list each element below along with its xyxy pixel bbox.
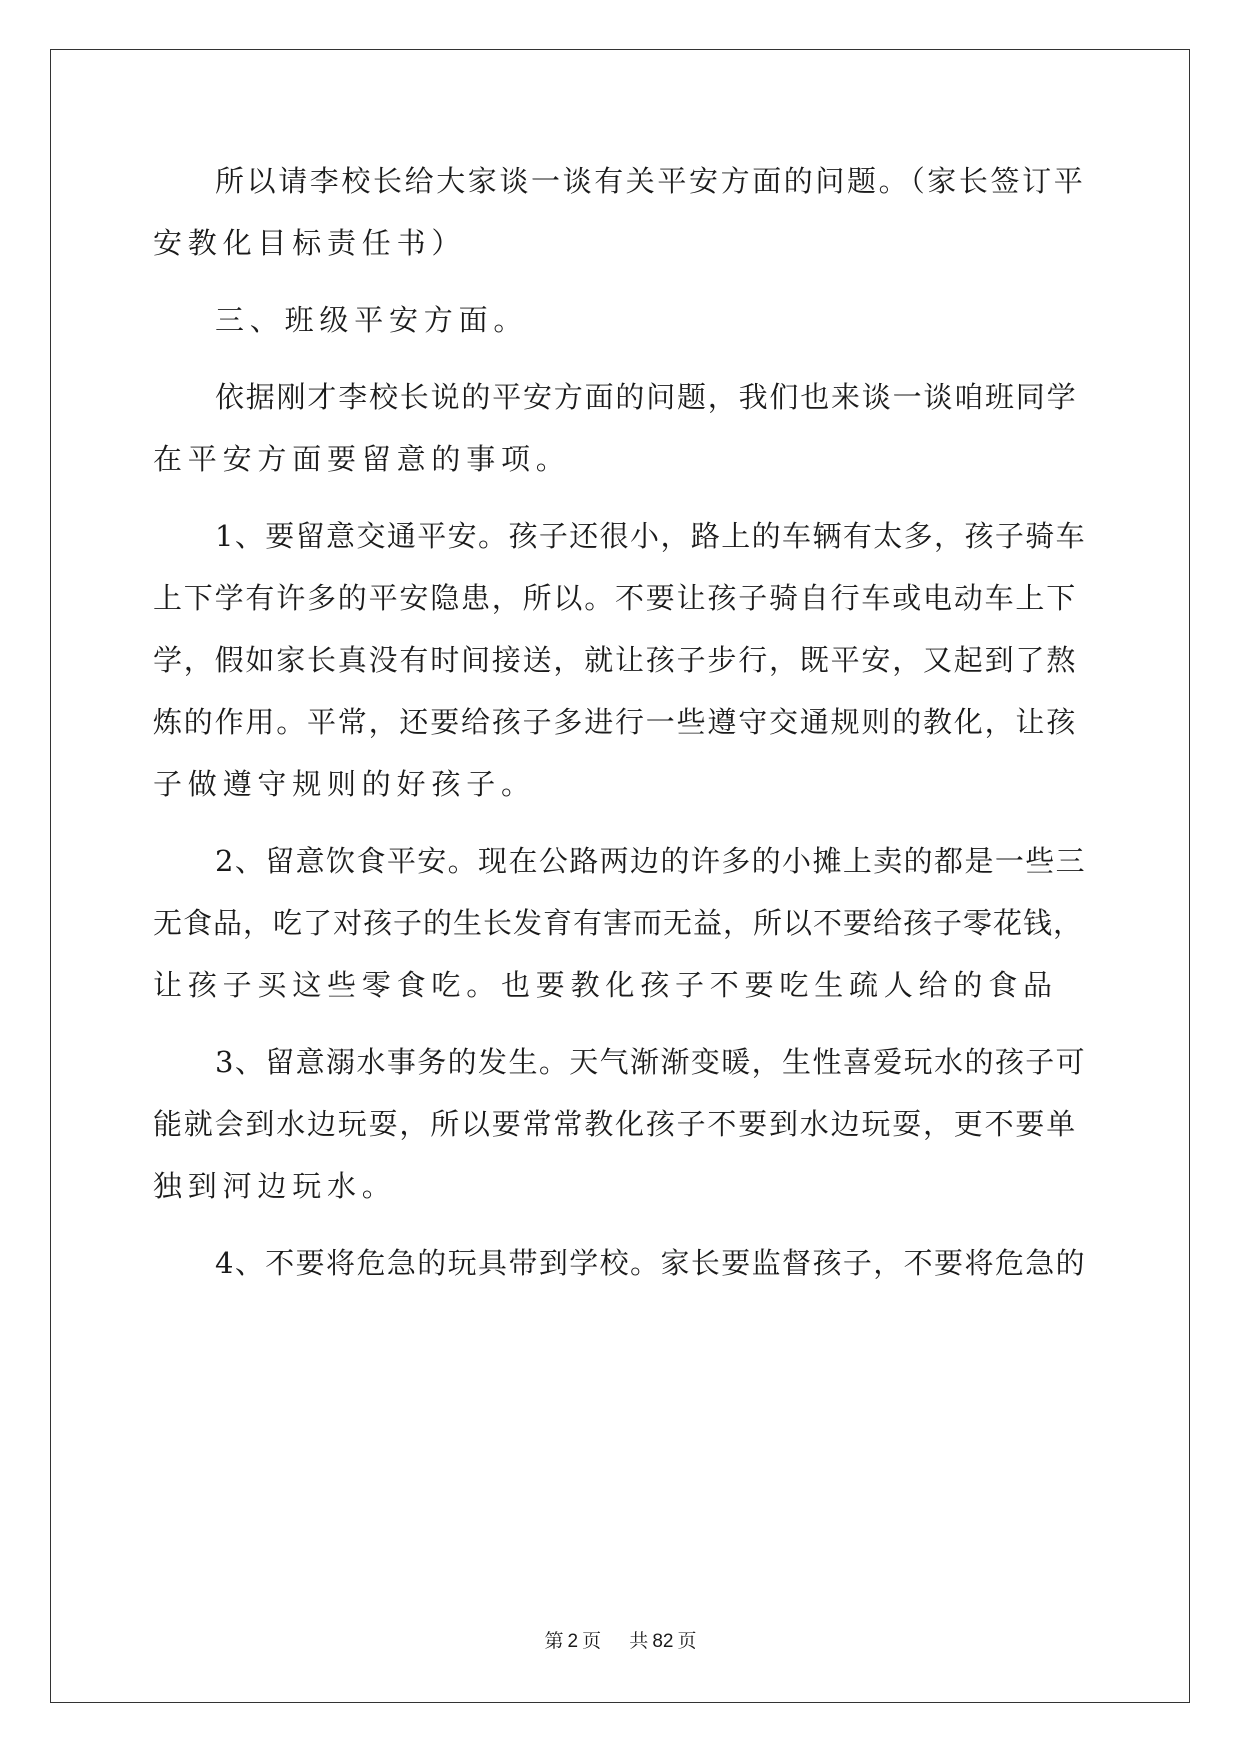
text-line: 3、留意溺水事务的发生。天气渐渐变暖，生性喜爱玩水的孩子可 [215, 1045, 1087, 1079]
text-line: 学，假如家长真没有时间接送，就让孩子步行，既平安，又起到了熬 [153, 643, 1078, 677]
text-line: 安教化目标责任书） [153, 226, 467, 260]
total-prefix: 共 [629, 1630, 649, 1652]
text-line: 1、要留意交通平安。孩子还很小，路上的车辆有太多，孩子骑车 [215, 519, 1087, 553]
page-number: 2 [567, 1631, 579, 1652]
text-line: 依据刚才李校长说的平安方面的问题，我们也来谈一谈咱班同学 [215, 380, 1078, 414]
text-line: 让孩子买这些零食吃。也要教化孩子不要吃生疏人给的食品 [153, 968, 1058, 1002]
text-line: 独到河边玩水。 [153, 1169, 397, 1203]
text-line: 三、班级平安方面。 [215, 303, 529, 337]
text-line: 子做遵守规则的好孩子。 [153, 767, 536, 801]
total-suffix: 页 [677, 1630, 697, 1652]
text-line: 无食品，吃了对孩子的生长发育有害而无益，所以不要给孩子零花钱， [153, 906, 1084, 940]
text-line: 炼的作用。平常，还要给孩子多进行一些遵守交通规则的教化，让孩 [153, 705, 1078, 739]
page-suffix: 页 [582, 1630, 602, 1652]
text-line: 上下学有许多的平安隐患，所以。不要让孩子骑自行车或电动车上下 [153, 581, 1078, 615]
total-pages: 82 [652, 1631, 674, 1652]
text-line: 所以请李校长给大家谈一谈有关平安方面的问题。（家长签订平 [215, 164, 1086, 198]
text-line: 在平安方面要留意的事项。 [153, 442, 571, 476]
page-prefix: 第 [544, 1630, 564, 1652]
text-line: 4、不要将危急的玩具带到学校。家长要监督孩子，不要将危急的 [215, 1246, 1087, 1280]
text-line: 2、留意饮食平安。现在公路两边的许多的小摊上卖的都是一些三 [215, 844, 1087, 878]
text-line: 能就会到水边玩耍，所以要常常教化孩子不要到水边玩耍，更不要单 [153, 1107, 1078, 1141]
page-footer [0, 1626, 1241, 1653]
